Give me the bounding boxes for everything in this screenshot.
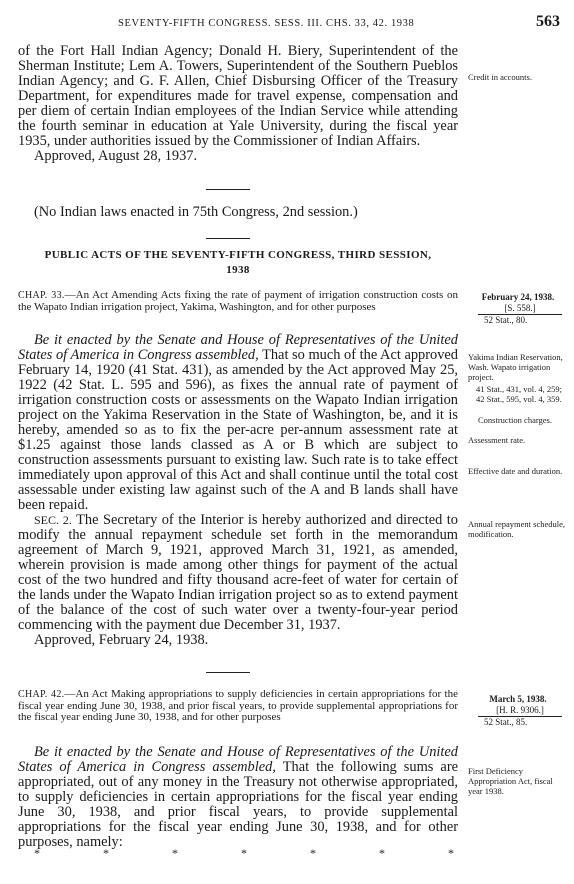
chap42-dateblock bbox=[468, 694, 568, 728]
chap33-label: CHAP. 33. bbox=[18, 290, 65, 301]
chap33-section1-text: That so much of the Act approved February 14, 1920 (41 Stat. 431), as amended by the Act approved May 25, 1922 (42 Stat. L. 595 and 596), as fixes the annual rate of payment of irrigation construction costs or assessments on the Wapato Indian irrigation project on the Yakima Reservation in the State of Washington, be, and it is hereby, amended so as to fix the per-acre per-annum assessment rate at $1.25 against those lands classed as A or B which are subject to construction assessments pursuant to existing law. Such rate is to take effect immediately upon approval of this Act and shall continue until the total cost assessable under existing law against such of the A and B lands shall have been repaid. bbox=[18, 347, 458, 513]
star: * bbox=[448, 846, 454, 860]
chap33-stat: 52 Stat., 80. bbox=[484, 315, 528, 325]
margin-effective: Effective date and duration. bbox=[468, 466, 563, 476]
star: * bbox=[172, 846, 178, 860]
chap33-dateblock bbox=[468, 292, 568, 326]
chap42-section1 bbox=[18, 745, 458, 850]
approved-1937: Approved, August 28, 1937. bbox=[34, 148, 198, 164]
section-title-line1: PUBLIC ACTS OF THE SEVENTY-FIFTH CONGRESS, THIRD SESSION, bbox=[44, 249, 432, 261]
star: * bbox=[379, 846, 385, 860]
separator-rule bbox=[206, 238, 250, 239]
chap33-heading-text: —An Act Amending Acts fixing the rate of payment of irrigation construction costs on the Wapato Indian irrigation project, Yakima, Washington, and for other purposes bbox=[18, 289, 458, 313]
margin-first-deficiency: First Deficiency Appropriation Act, fiscal year 1938. bbox=[468, 766, 553, 796]
chap33-section1 bbox=[18, 333, 458, 513]
margin-cites: 41 Stat., 431, vol. 4, 259; 42 Stat., 595, vol. 4, 359. bbox=[476, 384, 562, 404]
page-number: 563 bbox=[536, 13, 560, 30]
chap42-bill: [H. R. 9306.] bbox=[478, 705, 562, 717]
chap42-stat: 52 Stat., 85. bbox=[484, 717, 528, 727]
section-title-line2: 1938 bbox=[226, 264, 250, 276]
chap42-section1-text: That the following sums are appropriated, out of any money in the Treasury not otherwise appropriated, to supply deficiencies in certain appropriations for the fiscal year ending June 30, 1938, and prior fiscal years, to provide supplemental appropriations for the fiscal year ending June 30, 1938, and for other purposes, namely: bbox=[18, 759, 458, 850]
separator-rule bbox=[206, 672, 250, 673]
star: * bbox=[310, 846, 316, 860]
star: * bbox=[241, 846, 247, 860]
margin-construction: Construction charges. bbox=[478, 415, 552, 425]
margin-yakima: Yakima Indian Reservation, Wash. Wapato irrigation project. bbox=[468, 352, 563, 382]
chap42-label: CHAP. 42. bbox=[18, 689, 65, 700]
star: * bbox=[103, 846, 109, 860]
chap42-heading bbox=[18, 689, 458, 724]
carryover-paragraph: of the Fort Hall Indian Agency; Donald H. Biery, Superintendent of the Sherman Institute; Lem A. Towers, Superintendent of the Southern Pueblos Indian Agency; and G. F. Allen, Chief Disbursing Officer of the Treasury Department, for expenditures made for travel expense, compensation and per diem of certain Indian employees of the Indian Service while attending the fourth seminar in education at Yale University, during the fiscal year 1935, under authorities issued by the Commissioner of Indian Affairs. bbox=[18, 43, 458, 149]
margin-credit: Credit in accounts. bbox=[468, 72, 532, 82]
chap33-bill: [S. 558.] bbox=[478, 303, 562, 315]
chap33-date: February 24, 1938. bbox=[481, 292, 555, 302]
chap33-section2 bbox=[18, 513, 458, 633]
running-head: SEVENTY-FIFTH CONGRESS. SESS. III. CHS. 33, 42. 1938 bbox=[118, 18, 415, 29]
section-title bbox=[18, 248, 458, 278]
chap42-heading-text: —An Act Making appropriations to supply deficiencies in certain appropriations for the fiscal year ending June 30, 1938, and prior fiscal years, to provide supplemental appropriations for the fiscal year ending June 30, 1938, and for other purposes bbox=[18, 688, 458, 723]
running-header bbox=[0, 13, 574, 36]
chap33-heading bbox=[18, 290, 458, 313]
approved-1938: Approved, February 24, 1938. bbox=[34, 632, 209, 648]
separator-rule bbox=[206, 189, 250, 190]
chap33-enacting-clause: Be it enacted by the Senate and House of Representatives of the United States of America in Congress assembled, bbox=[18, 332, 458, 363]
no-laws-note: (No Indian laws enacted in 75th Congress, 2nd session.) bbox=[34, 204, 358, 220]
chap33-sec2-text: The Secretary of the Interior is hereby authorized and directed to modify the annual repayment schedule set forth in the memorandum agreement of March 9, 1921, approved March 31, 1921, as amended, wherein provision is made among other things for payment of the actual cost of the two hundred and fifty thousand acre-feet of water for certain of the lands under the Wapato Indian irrigation project so as to extend payment of the balance of the cost of such water over a twenty-four-year period commencing with the payment due December 31, 1937. bbox=[18, 512, 458, 633]
omission-stars bbox=[34, 846, 454, 861]
margin-repayment: Annual repayment schedule, modification. bbox=[468, 519, 566, 539]
chap42-enacting-clause: Be it enacted by the Senate and House of Representatives of the United States of America in Congress assembled, bbox=[18, 744, 458, 775]
chap42-body bbox=[18, 745, 458, 850]
chap42-date: March 5, 1938. bbox=[489, 694, 547, 704]
star: * bbox=[34, 846, 40, 860]
chap33-sec2-label: SEC. 2. bbox=[34, 513, 72, 527]
chap33-body bbox=[18, 333, 458, 648]
top-section bbox=[18, 44, 458, 164]
margin-assessment: Assessment rate. bbox=[468, 435, 526, 445]
